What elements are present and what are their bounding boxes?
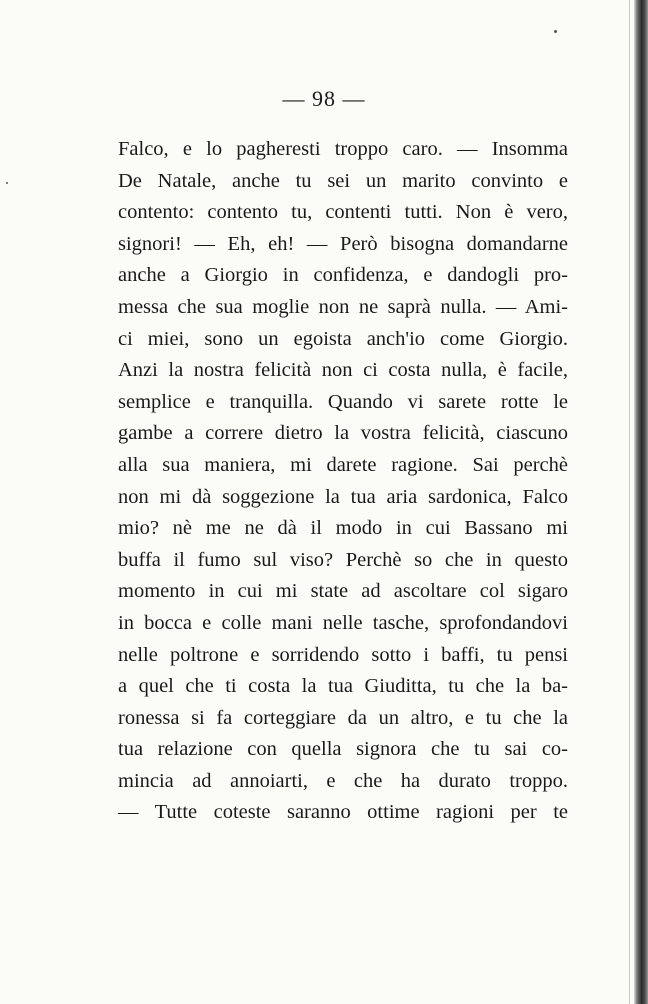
text-line: alla sua maniera, mi darete ragione. Sai perchè [118, 453, 568, 476]
text-line: a quel che ti costa la tua Giuditta, tu che la ba- [118, 675, 568, 698]
text-line: Anzi la nostra felicità non ci costa nulla, è facile, [118, 359, 568, 382]
text-line: mio? nè me ne dà il modo in cui Bassano mi [118, 517, 568, 540]
scan-speck [554, 30, 557, 33]
text-line: tua relazione con quella signora che tu sai co- [118, 738, 568, 761]
text-line: messa che sua moglie non ne saprà nulla. — Ami- [118, 295, 568, 318]
text-line: signori! — Eh, eh! — Però bisogna domandarne [118, 232, 568, 255]
text-line: momento in cui mi state ad ascoltare col sigaro [118, 580, 568, 603]
page-fold-line [629, 0, 630, 1004]
text-line: anche a Giorgio in confidenza, e dandogli pro- [118, 264, 568, 287]
text-line: buffa il fumo sul viso? Perchè so che in questo [118, 548, 568, 571]
book-edge-shadow [634, 0, 648, 1004]
text-line: De Natale, anche tu sei un marito convinto e [118, 169, 568, 192]
page-number: — 98 — [282, 86, 366, 111]
text-line: in bocca e colle mani nelle tasche, sprofondandovi [118, 611, 568, 634]
text-line: semplice e tranquilla. Quando vi sarete rotte le [118, 390, 568, 413]
text-line: gambe a correre dietro la vostra felicità, ciascuno [118, 422, 568, 445]
text-line: ronessa si fa corteggiare da un altro, e tu che la [118, 706, 568, 729]
text-line: non mi dà soggezione la tua aria sardonica, Falco [118, 485, 568, 508]
text-line: mincia ad annoiarti, e che ha durato troppo. [118, 769, 568, 792]
text-line: — Tutte coteste saranno ottime ragioni per te [118, 801, 568, 824]
scan-speck [6, 182, 8, 184]
text-line: ci miei, sono un egoista anch'io come Giorgio. [118, 327, 568, 350]
text-line: nelle poltrone e sorridendo sotto i baffi, tu pensi [118, 643, 568, 666]
text-line: Falco, e lo pagheresti troppo caro. — Insomma [118, 138, 568, 160]
text-line: contento: contento tu, contenti tutti. Non è vero, [118, 201, 568, 224]
body-text [118, 134, 568, 829]
